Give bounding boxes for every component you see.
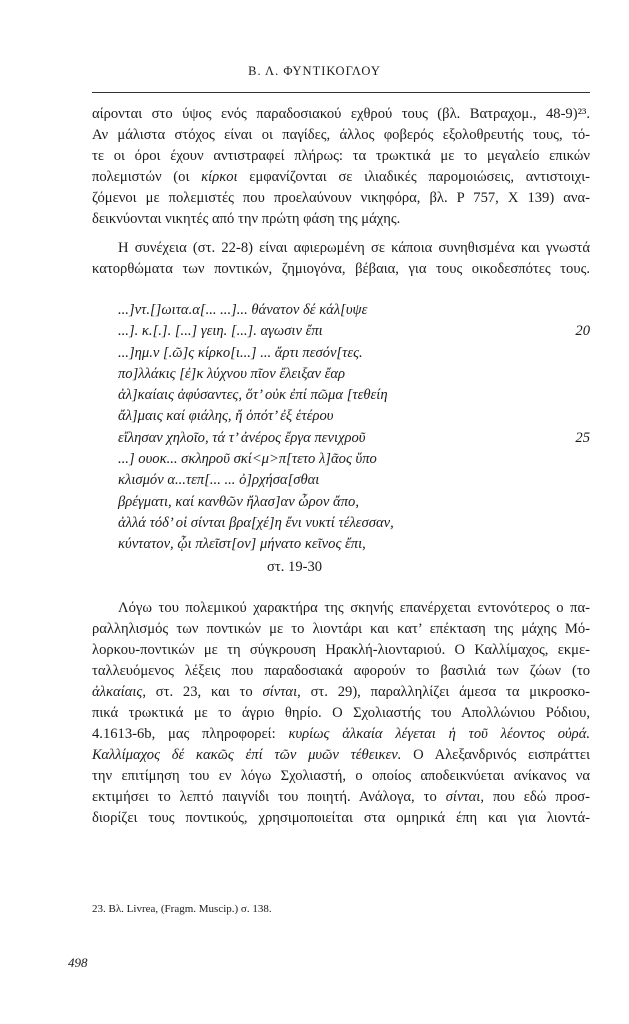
- text-run: , στ. 29), παραλληλίζει άμεσα τα μικροσκο-: [297, 684, 590, 700]
- paragraph-2: [92, 238, 590, 280]
- verse-text: ...]ημ.ν [.ῶ]ς κίρκο[ι...] ... ἄρτι πεσόν[τες.: [118, 344, 363, 361]
- italic-term: κίρκοι: [201, 169, 238, 185]
- text-run: εκτιμήσει το λεπτό παιγνίδι του ποιητή. Ανάλογα, το: [92, 789, 446, 805]
- verse-text: πο]λλάκις [ἐ]κ λύχνου πῖον ἔλειξαν ἔαρ: [118, 365, 346, 382]
- verse-line: [118, 300, 590, 321]
- verse-text: εἴλησαν χηλοῖο, τά τ’ ἀνέρος ἔργα πενιχροῦ: [118, 429, 366, 446]
- text-run: , στ. 23, και το: [142, 684, 263, 700]
- verse-source: στ. 19-30: [267, 559, 323, 575]
- verse-text: ...]ντ.[]ωιτα.α[... ...]... θάνατον δέ κάλ[υψε: [118, 302, 368, 318]
- paragraph-3: [92, 598, 590, 829]
- verse-line: [118, 428, 590, 449]
- text-line: δεικνύονται νικητές από την πρώτη φάση της μάχης.: [92, 211, 401, 227]
- verse-text: κλισμόν α...τεπ[... ... ὀ]ρχήσα[σθαι: [118, 472, 320, 489]
- scholion-quote: Καλλίμαχος δέ κακῶς ἐπί τῶν μυῶν τέθεικεν.: [92, 747, 402, 763]
- verse-line: [118, 385, 590, 406]
- verse-text: ...] ουοκ... σκληροῦ σκί<μ>π[τετο λ]ᾶος ὕπο: [118, 451, 377, 468]
- running-header: Β. Λ. ΦΥΝΤΙΚΟΓΛΟΥ: [248, 64, 381, 78]
- text-line: πικά τρωκτικά με το άγριο θηρίο. Ο Σχολιαστής του Απολλώνιου Ρόδιου,: [92, 705, 590, 721]
- text-run: , που εδώ προσ-: [480, 789, 590, 805]
- text-run: πολεμιστών (οι: [92, 169, 202, 185]
- text-line: [92, 745, 590, 766]
- text-line: τε οι όροι έχουν αντιστραφεί πλήρως: τα τρωκτικά με το μεγαλείο επικών: [92, 148, 590, 164]
- scholion-quote: κυρίως ἀλκαία λέγεται ἡ τοῦ λέοντος οὐρά.: [288, 726, 590, 742]
- text-line: κατορθώματα των ποντικών, ζημιογόνα, βέβαια, για τους οικοδεσπότες τους.: [92, 261, 590, 277]
- verse-line: [118, 470, 590, 491]
- text-line: ζόμενοι με πολεμιστές που προελαύνουν νικηφόρα, βλ. P 757, X 139) ανα-: [92, 190, 590, 206]
- verse-text: ἀλλά τόδ’ οἱ σίνται βρα[χέ]η ἔνι νυκτί τέλεσσαν,: [118, 514, 394, 531]
- text-line: ραλληλισμός των ποντικών με το λιοντάρι και κατ’ επέκταση της μάχης Μό-: [92, 621, 590, 637]
- header-rule: [92, 92, 590, 93]
- text-line: [92, 724, 590, 745]
- text-line: αίρονται στο ύψος ενός παραδοσιακού εχθρού τους (βλ. Βατραχομ., 48-9)²³.: [92, 106, 590, 122]
- verse-line: [118, 406, 590, 427]
- verse-text: ...]. κ.[.]. [...] γειη. [...]. αγωσιν ἔπι: [118, 323, 323, 340]
- text-line: λορκου-ποντικών με τη σύγκρουση Ηρακλή-λιονταριού. Ο Καλλίμαχος, εκμε-: [92, 642, 590, 658]
- verse-quotation: [118, 300, 590, 556]
- text-line: Λόγω του πολεμικού χαρακτήρα της σκηνής επανέρχεται εντονότερος ο πα-: [118, 600, 590, 616]
- text-run: Ο Αλεξανδρινός εισπράττει: [401, 747, 590, 763]
- text-line: Αν μάλιστα στόχος είναι οι παγίδες, άλλος φοβερός εξολοθρευτής τους, τό-: [92, 127, 590, 143]
- text-run: 4.1613-6b, μας πληροφορεί:: [92, 726, 289, 742]
- text-line: [92, 787, 590, 808]
- verse-text: κύντατον, ᾧι πλεῖστ[ον] μήνατο κεῖνος ἔπι,: [118, 536, 366, 553]
- text-line: ταλλευόμενος λέξεις που παραδοσιακά αφορούν το βασιλιά των ζώων (το: [92, 663, 590, 679]
- italic-term: σίνται: [445, 789, 481, 805]
- text-line: διορίζει τους ποντικούς, χρησιμοποιείται στα ομηρικά έπη και για λιοντά-: [92, 810, 590, 826]
- verse-line: [118, 492, 590, 513]
- page-number: 498: [68, 955, 88, 970]
- verse-text: ἀλ]καίαις ἀφύσαντες, ὅτ’ οὐκ ἐπί πῶμα [τεθείη: [118, 387, 388, 404]
- line-number: 20: [575, 323, 590, 340]
- line-number: 25: [575, 429, 590, 446]
- footnote: 23. Βλ. Livrea, (Fragm. Muscip.) σ. 138.: [92, 903, 272, 915]
- text-line: [92, 167, 590, 188]
- verse-line: [118, 449, 590, 470]
- verse-text: ἄλ]μαις καί φιάλης, ἤ ὁπότ’ ἐξ ἑτέρου: [118, 408, 334, 425]
- italic-term: σίνται: [262, 684, 298, 700]
- verse-text: βρέγματι, καί κανθῶν ἤλασ]αν ὦρον ἄπο,: [118, 493, 359, 510]
- text-line: την επιτίμηση του εν λόγω Σχολιαστή, ο οποίος αποδεικνύεται ανίκανος να: [92, 768, 590, 784]
- text-run: εμφανίζονται σε ιλιαδικές παρομοιώσεις, αντιστοιχι-: [237, 169, 590, 185]
- paragraph-1: [92, 104, 590, 230]
- text-line: [92, 682, 590, 703]
- verse-line: [118, 364, 590, 385]
- italic-term: ἀλκαίαις: [92, 684, 143, 700]
- text-line: Η συνέχεια (στ. 22-8) είναι αφιερωμένη σε κάποια συνηθισμένα και γνωστά: [118, 240, 590, 256]
- verse-line: [118, 343, 590, 364]
- verse-line: [118, 513, 590, 534]
- verse-line: [118, 534, 590, 555]
- verse-line: [118, 321, 590, 342]
